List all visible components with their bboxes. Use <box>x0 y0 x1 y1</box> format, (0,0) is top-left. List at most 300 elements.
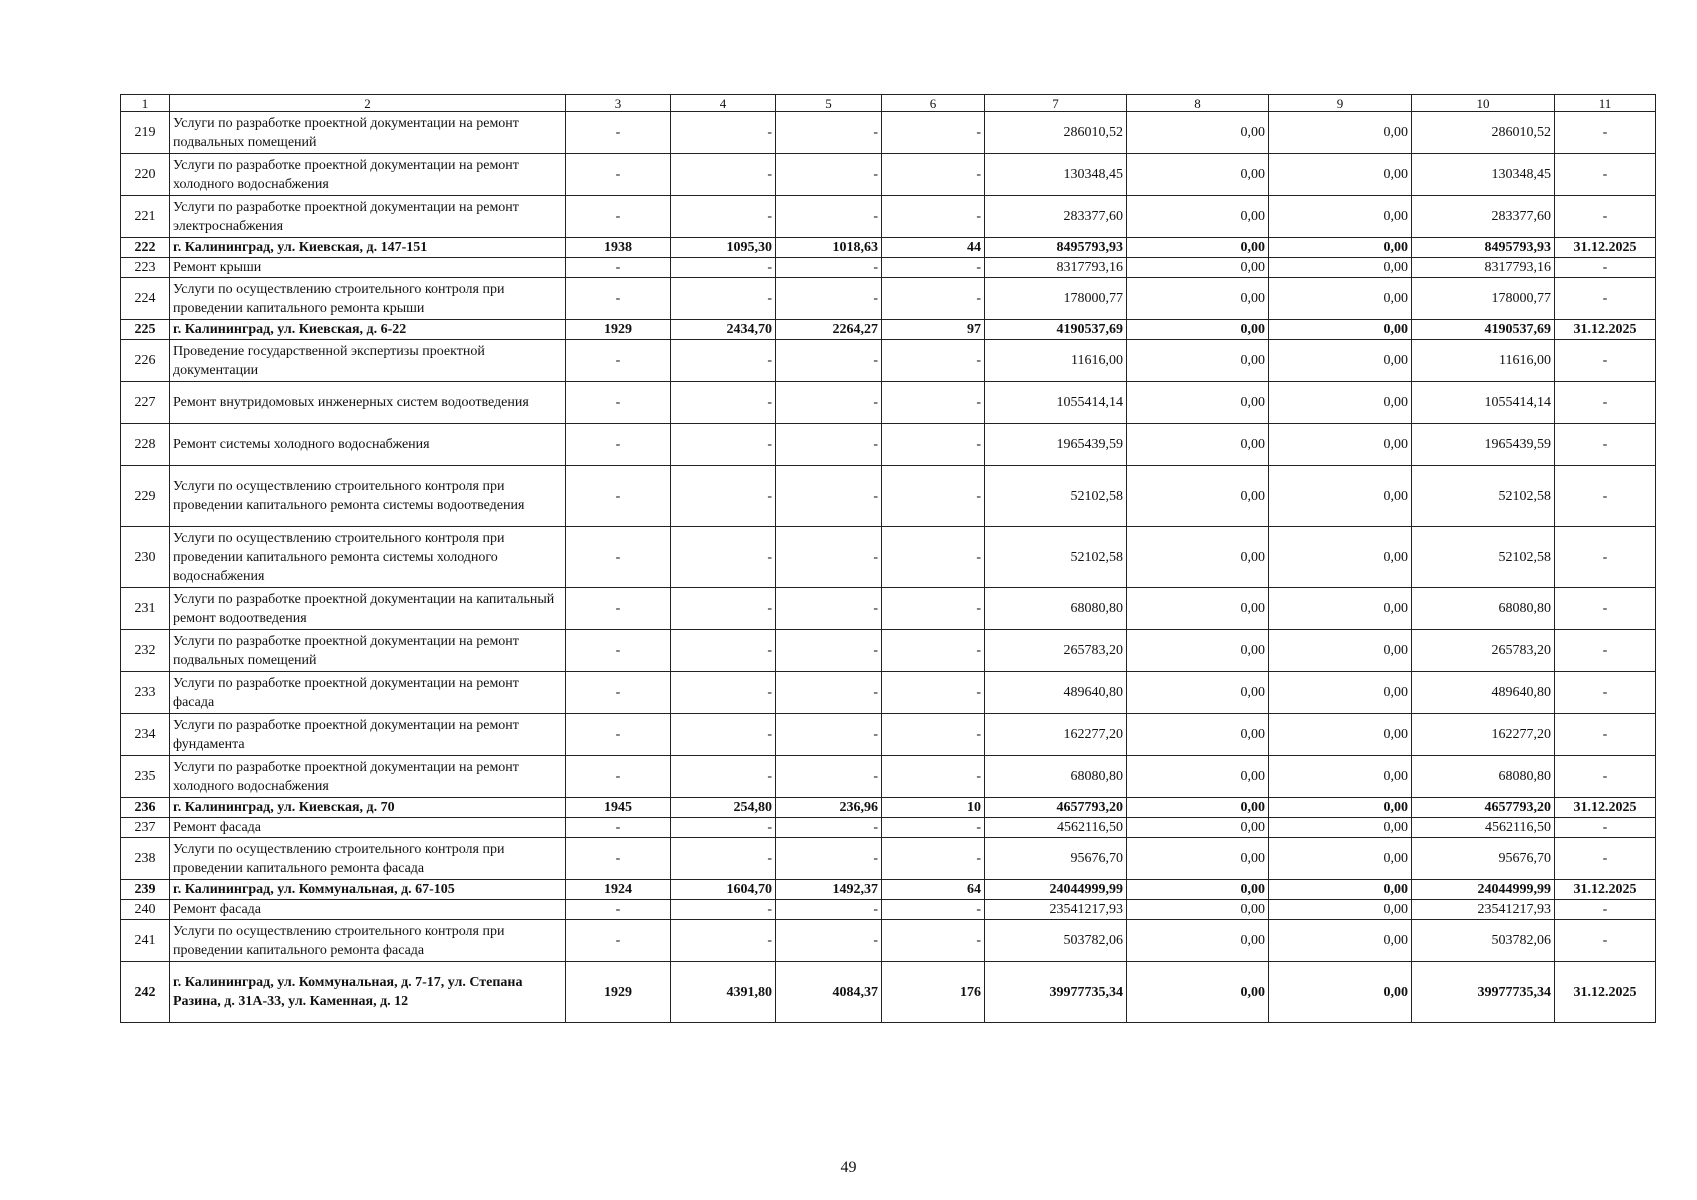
total-area-cell: - <box>671 838 776 880</box>
completion-date-cell: - <box>1555 278 1656 320</box>
regional-funds-cell: 0,00 <box>1269 962 1412 1023</box>
owner-funds-cell: 24044999,99 <box>1412 880 1555 900</box>
owner-funds-cell: 68080,80 <box>1412 588 1555 630</box>
regional-funds-cell: 0,00 <box>1269 588 1412 630</box>
completion-date-cell: 31.12.2025 <box>1555 962 1656 1023</box>
regional-funds-cell: 0,00 <box>1269 920 1412 962</box>
row-number-cell: 239 <box>121 880 170 900</box>
year-built-cell: - <box>566 258 671 278</box>
living-area-cell: - <box>776 527 882 588</box>
completion-date-cell: 31.12.2025 <box>1555 798 1656 818</box>
header-cell: 6 <box>882 95 985 112</box>
federal-funds-cell: 0,00 <box>1127 798 1269 818</box>
work-name-cell: г. Калининград, ул. Коммунальная, д. 67-105 <box>170 880 566 900</box>
completion-date-cell: - <box>1555 258 1656 278</box>
regional-funds-cell: 0,00 <box>1269 258 1412 278</box>
year-built-cell: 1938 <box>566 238 671 258</box>
living-area-cell: - <box>776 838 882 880</box>
total-area-cell: - <box>671 278 776 320</box>
header-cell: 8 <box>1127 95 1269 112</box>
year-built-cell: - <box>566 112 671 154</box>
row-number-cell: 224 <box>121 278 170 320</box>
owner-funds-cell: 8495793,93 <box>1412 238 1555 258</box>
living-area-cell: - <box>776 818 882 838</box>
owner-funds-cell: 52102,58 <box>1412 466 1555 527</box>
total-area-cell: - <box>671 527 776 588</box>
year-built-cell: - <box>566 466 671 527</box>
federal-funds-cell: 0,00 <box>1127 424 1269 466</box>
living-area-cell: - <box>776 630 882 672</box>
completion-date-cell: - <box>1555 196 1656 238</box>
federal-funds-cell: 0,00 <box>1127 630 1269 672</box>
total-area-cell: 2434,70 <box>671 320 776 340</box>
regional-funds-cell: 0,00 <box>1269 818 1412 838</box>
residents-cell: - <box>882 424 985 466</box>
work-name-cell: Услуги по разработке проектной документации на ремонт подвальных помещений <box>170 630 566 672</box>
row-number-cell: 229 <box>121 466 170 527</box>
table-row <box>121 382 1656 424</box>
total-area-cell: - <box>671 818 776 838</box>
regional-funds-cell: 0,00 <box>1269 320 1412 340</box>
total-cost-cell: 162277,20 <box>985 714 1127 756</box>
federal-funds-cell: 0,00 <box>1127 154 1269 196</box>
year-built-cell: - <box>566 424 671 466</box>
regional-funds-cell: 0,00 <box>1269 880 1412 900</box>
living-area-cell: - <box>776 756 882 798</box>
total-area-cell: - <box>671 112 776 154</box>
year-built-cell: - <box>566 818 671 838</box>
year-built-cell: - <box>566 838 671 880</box>
federal-funds-cell: 0,00 <box>1127 920 1269 962</box>
row-number-cell: 225 <box>121 320 170 340</box>
total-area-cell: 1095,30 <box>671 238 776 258</box>
federal-funds-cell: 0,00 <box>1127 588 1269 630</box>
work-name-cell: г. Калининград, ул. Киевская, д. 147-151 <box>170 238 566 258</box>
total-area-cell: - <box>671 258 776 278</box>
work-name-cell: Ремонт фасада <box>170 900 566 920</box>
federal-funds-cell: 0,00 <box>1127 756 1269 798</box>
completion-date-cell: - <box>1555 900 1656 920</box>
table-row <box>121 880 1656 900</box>
completion-date-cell: - <box>1555 424 1656 466</box>
federal-funds-cell: 0,00 <box>1127 382 1269 424</box>
work-name-cell: г. Калининград, ул. Киевская, д. 70 <box>170 798 566 818</box>
works-table <box>120 94 1656 1023</box>
table-row <box>121 798 1656 818</box>
total-area-cell: - <box>671 424 776 466</box>
header-cell: 10 <box>1412 95 1555 112</box>
regional-funds-cell: 0,00 <box>1269 340 1412 382</box>
regional-funds-cell: 0,00 <box>1269 112 1412 154</box>
year-built-cell: - <box>566 278 671 320</box>
residents-cell: - <box>882 466 985 527</box>
completion-date-cell: - <box>1555 466 1656 527</box>
total-cost-cell: 95676,70 <box>985 838 1127 880</box>
work-name-cell: Услуги по разработке проектной документации на капитальный ремонт водоотведения <box>170 588 566 630</box>
living-area-cell: - <box>776 900 882 920</box>
total-cost-cell: 23541217,93 <box>985 900 1127 920</box>
owner-funds-cell: 23541217,93 <box>1412 900 1555 920</box>
owner-funds-cell: 286010,52 <box>1412 112 1555 154</box>
table-row <box>121 466 1656 527</box>
table-row <box>121 196 1656 238</box>
completion-date-cell: - <box>1555 154 1656 196</box>
work-name-cell: Услуги по разработке проектной документации на ремонт подвальных помещений <box>170 112 566 154</box>
table-row <box>121 756 1656 798</box>
owner-funds-cell: 4657793,20 <box>1412 798 1555 818</box>
living-area-cell: 1018,63 <box>776 238 882 258</box>
table-row <box>121 900 1656 920</box>
total-cost-cell: 489640,80 <box>985 672 1127 714</box>
completion-date-cell: - <box>1555 630 1656 672</box>
total-cost-cell: 52102,58 <box>985 527 1127 588</box>
completion-date-cell: - <box>1555 382 1656 424</box>
table-row <box>121 320 1656 340</box>
living-area-cell: - <box>776 714 882 756</box>
completion-date-cell: - <box>1555 527 1656 588</box>
work-name-cell: Ремонт внутридомовых инженерных систем водоотведения <box>170 382 566 424</box>
table-row <box>121 258 1656 278</box>
regional-funds-cell: 0,00 <box>1269 714 1412 756</box>
year-built-cell: - <box>566 672 671 714</box>
living-area-cell: - <box>776 340 882 382</box>
total-cost-cell: 68080,80 <box>985 756 1127 798</box>
completion-date-cell: - <box>1555 756 1656 798</box>
regional-funds-cell: 0,00 <box>1269 527 1412 588</box>
header-cell: 1 <box>121 95 170 112</box>
residents-cell: - <box>882 527 985 588</box>
work-name-cell: Услуги по осуществлению строительного контроля при проведении капитального ремонта системы холодного водоснабжения <box>170 527 566 588</box>
total-cost-cell: 265783,20 <box>985 630 1127 672</box>
owner-funds-cell: 1055414,14 <box>1412 382 1555 424</box>
owner-funds-cell: 489640,80 <box>1412 672 1555 714</box>
year-built-cell: - <box>566 900 671 920</box>
regional-funds-cell: 0,00 <box>1269 900 1412 920</box>
table-row <box>121 588 1656 630</box>
table-row <box>121 527 1656 588</box>
residents-cell: - <box>882 818 985 838</box>
federal-funds-cell: 0,00 <box>1127 672 1269 714</box>
completion-date-cell: - <box>1555 920 1656 962</box>
year-built-cell: - <box>566 714 671 756</box>
residents-cell: 44 <box>882 238 985 258</box>
total-cost-cell: 52102,58 <box>985 466 1127 527</box>
work-name-cell: Ремонт фасада <box>170 818 566 838</box>
owner-funds-cell: 11616,00 <box>1412 340 1555 382</box>
owner-funds-cell: 283377,60 <box>1412 196 1555 238</box>
work-name-cell: г. Калининград, ул. Коммунальная, д. 7-17, ул. Степана Разина, д. 31А-33, ул. Каменная, д. 12 <box>170 962 566 1023</box>
table-row <box>121 278 1656 320</box>
total-cost-cell: 4562116,50 <box>985 818 1127 838</box>
federal-funds-cell: 0,00 <box>1127 196 1269 238</box>
total-area-cell: 254,80 <box>671 798 776 818</box>
year-built-cell: 1929 <box>566 320 671 340</box>
residents-cell: - <box>882 920 985 962</box>
living-area-cell: - <box>776 424 882 466</box>
work-name-cell: Проведение государственной экспертизы проектной документации <box>170 340 566 382</box>
regional-funds-cell: 0,00 <box>1269 278 1412 320</box>
regional-funds-cell: 0,00 <box>1269 424 1412 466</box>
year-built-cell: - <box>566 527 671 588</box>
residents-cell: - <box>882 340 985 382</box>
year-built-cell: 1945 <box>566 798 671 818</box>
regional-funds-cell: 0,00 <box>1269 382 1412 424</box>
header-cell: 11 <box>1555 95 1656 112</box>
work-name-cell: Услуги по осуществлению строительного контроля при проведении капитального ремонта фасада <box>170 838 566 880</box>
row-number-cell: 237 <box>121 818 170 838</box>
federal-funds-cell: 0,00 <box>1127 238 1269 258</box>
federal-funds-cell: 0,00 <box>1127 838 1269 880</box>
work-name-cell: Услуги по разработке проектной документации на ремонт холодного водоснабжения <box>170 154 566 196</box>
total-area-cell: - <box>671 588 776 630</box>
federal-funds-cell: 0,00 <box>1127 527 1269 588</box>
residents-cell: - <box>882 756 985 798</box>
total-area-cell: - <box>671 196 776 238</box>
total-area-cell: 1604,70 <box>671 880 776 900</box>
living-area-cell: - <box>776 672 882 714</box>
header-cell: 3 <box>566 95 671 112</box>
work-name-cell: Услуги по осуществлению строительного контроля при проведении капитального ремонта крыши <box>170 278 566 320</box>
regional-funds-cell: 0,00 <box>1269 672 1412 714</box>
table-row <box>121 238 1656 258</box>
total-area-cell: - <box>671 630 776 672</box>
federal-funds-cell: 0,00 <box>1127 962 1269 1023</box>
work-name-cell: Ремонт системы холодного водоснабжения <box>170 424 566 466</box>
table-row <box>121 838 1656 880</box>
completion-date-cell: 31.12.2025 <box>1555 880 1656 900</box>
year-built-cell: 1924 <box>566 880 671 900</box>
header-cell: 7 <box>985 95 1127 112</box>
row-number-cell: 220 <box>121 154 170 196</box>
residents-cell: - <box>882 588 985 630</box>
table-row <box>121 154 1656 196</box>
federal-funds-cell: 0,00 <box>1127 818 1269 838</box>
total-cost-cell: 4657793,20 <box>985 798 1127 818</box>
row-number-cell: 232 <box>121 630 170 672</box>
owner-funds-cell: 4562116,50 <box>1412 818 1555 838</box>
residents-cell: 64 <box>882 880 985 900</box>
work-name-cell: г. Калининград, ул. Киевская, д. 6-22 <box>170 320 566 340</box>
owner-funds-cell: 4190537,69 <box>1412 320 1555 340</box>
living-area-cell: - <box>776 258 882 278</box>
residents-cell: - <box>882 278 985 320</box>
work-name-cell: Услуги по разработке проектной документации на ремонт электроснабжения <box>170 196 566 238</box>
year-built-cell: - <box>566 340 671 382</box>
federal-funds-cell: 0,00 <box>1127 112 1269 154</box>
table-row <box>121 672 1656 714</box>
total-cost-cell: 286010,52 <box>985 112 1127 154</box>
residents-cell: - <box>882 112 985 154</box>
owner-funds-cell: 503782,06 <box>1412 920 1555 962</box>
regional-funds-cell: 0,00 <box>1269 798 1412 818</box>
row-number-cell: 226 <box>121 340 170 382</box>
table-row <box>121 112 1656 154</box>
total-area-cell: - <box>671 900 776 920</box>
total-cost-cell: 8495793,93 <box>985 238 1127 258</box>
residents-cell: - <box>882 154 985 196</box>
federal-funds-cell: 0,00 <box>1127 714 1269 756</box>
completion-date-cell: - <box>1555 818 1656 838</box>
total-area-cell: - <box>671 382 776 424</box>
residents-cell: - <box>882 258 985 278</box>
table-row <box>121 962 1656 1023</box>
header-cell: 5 <box>776 95 882 112</box>
residents-cell: - <box>882 714 985 756</box>
total-cost-cell: 4190537,69 <box>985 320 1127 340</box>
owner-funds-cell: 39977735,34 <box>1412 962 1555 1023</box>
total-cost-cell: 283377,60 <box>985 196 1127 238</box>
total-cost-cell: 1965439,59 <box>985 424 1127 466</box>
year-built-cell: - <box>566 154 671 196</box>
residents-cell: 10 <box>882 798 985 818</box>
federal-funds-cell: 0,00 <box>1127 278 1269 320</box>
total-cost-cell: 11616,00 <box>985 340 1127 382</box>
table-row <box>121 340 1656 382</box>
year-built-cell: - <box>566 756 671 798</box>
owner-funds-cell: 8317793,16 <box>1412 258 1555 278</box>
work-name-cell: Услуги по осуществлению строительного контроля при проведении капитального ремонта фасада <box>170 920 566 962</box>
work-name-cell: Услуги по разработке проектной документации на ремонт фасада <box>170 672 566 714</box>
year-built-cell: - <box>566 382 671 424</box>
federal-funds-cell: 0,00 <box>1127 880 1269 900</box>
row-number-cell: 240 <box>121 900 170 920</box>
total-cost-cell: 39977735,34 <box>985 962 1127 1023</box>
header-cell: 9 <box>1269 95 1412 112</box>
regional-funds-cell: 0,00 <box>1269 154 1412 196</box>
residents-cell: - <box>882 630 985 672</box>
total-area-cell: - <box>671 672 776 714</box>
total-cost-cell: 68080,80 <box>985 588 1127 630</box>
total-cost-cell: 130348,45 <box>985 154 1127 196</box>
row-number-cell: 219 <box>121 112 170 154</box>
completion-date-cell: - <box>1555 838 1656 880</box>
table-body <box>121 95 1656 1023</box>
work-name-cell: Услуги по разработке проектной документации на ремонт фундамента <box>170 714 566 756</box>
column-number-header <box>121 95 1656 112</box>
row-number-cell: 233 <box>121 672 170 714</box>
living-area-cell: 236,96 <box>776 798 882 818</box>
regional-funds-cell: 0,00 <box>1269 838 1412 880</box>
total-area-cell: - <box>671 154 776 196</box>
row-number-cell: 231 <box>121 588 170 630</box>
total-cost-cell: 503782,06 <box>985 920 1127 962</box>
residents-cell: - <box>882 838 985 880</box>
federal-funds-cell: 0,00 <box>1127 320 1269 340</box>
federal-funds-cell: 0,00 <box>1127 340 1269 382</box>
row-number-cell: 221 <box>121 196 170 238</box>
owner-funds-cell: 95676,70 <box>1412 838 1555 880</box>
residents-cell: - <box>882 672 985 714</box>
living-area-cell: 2264,27 <box>776 320 882 340</box>
owner-funds-cell: 162277,20 <box>1412 714 1555 756</box>
year-built-cell: - <box>566 630 671 672</box>
total-cost-cell: 178000,77 <box>985 278 1127 320</box>
table-row <box>121 424 1656 466</box>
owner-funds-cell: 178000,77 <box>1412 278 1555 320</box>
residents-cell: 97 <box>882 320 985 340</box>
regional-funds-cell: 0,00 <box>1269 630 1412 672</box>
year-built-cell: - <box>566 588 671 630</box>
residents-cell: - <box>882 382 985 424</box>
completion-date-cell: 31.12.2025 <box>1555 238 1656 258</box>
residents-cell: - <box>882 900 985 920</box>
completion-date-cell: - <box>1555 588 1656 630</box>
header-cell: 4 <box>671 95 776 112</box>
total-area-cell: - <box>671 714 776 756</box>
owner-funds-cell: 68080,80 <box>1412 756 1555 798</box>
living-area-cell: - <box>776 154 882 196</box>
owner-funds-cell: 265783,20 <box>1412 630 1555 672</box>
row-number-cell: 238 <box>121 838 170 880</box>
federal-funds-cell: 0,00 <box>1127 466 1269 527</box>
living-area-cell: - <box>776 588 882 630</box>
total-cost-cell: 1055414,14 <box>985 382 1127 424</box>
regional-funds-cell: 0,00 <box>1269 466 1412 527</box>
header-cell: 2 <box>170 95 566 112</box>
page-number: 49 <box>840 1159 857 1176</box>
year-built-cell: - <box>566 196 671 238</box>
living-area-cell: 4084,37 <box>776 962 882 1023</box>
completion-date-cell: 31.12.2025 <box>1555 320 1656 340</box>
regional-funds-cell: 0,00 <box>1269 238 1412 258</box>
residents-cell: 176 <box>882 962 985 1023</box>
row-number-cell: 223 <box>121 258 170 278</box>
federal-funds-cell: 0,00 <box>1127 900 1269 920</box>
completion-date-cell: - <box>1555 714 1656 756</box>
living-area-cell: - <box>776 382 882 424</box>
residents-cell: - <box>882 196 985 238</box>
total-area-cell: 4391,80 <box>671 962 776 1023</box>
living-area-cell: 1492,37 <box>776 880 882 900</box>
row-number-cell: 236 <box>121 798 170 818</box>
completion-date-cell: - <box>1555 112 1656 154</box>
living-area-cell: - <box>776 466 882 527</box>
table-row <box>121 920 1656 962</box>
living-area-cell: - <box>776 196 882 238</box>
row-number-cell: 222 <box>121 238 170 258</box>
total-area-cell: - <box>671 756 776 798</box>
row-number-cell: 230 <box>121 527 170 588</box>
living-area-cell: - <box>776 920 882 962</box>
row-number-cell: 227 <box>121 382 170 424</box>
owner-funds-cell: 130348,45 <box>1412 154 1555 196</box>
table-row <box>121 818 1656 838</box>
work-name-cell: Услуги по осуществлению строительного контроля при проведении капитального ремонта системы водоотведения <box>170 466 566 527</box>
year-built-cell: 1929 <box>566 962 671 1023</box>
completion-date-cell: - <box>1555 672 1656 714</box>
living-area-cell: - <box>776 112 882 154</box>
row-number-cell: 242 <box>121 962 170 1023</box>
work-name-cell: Услуги по разработке проектной документации на ремонт холодного водоснабжения <box>170 756 566 798</box>
owner-funds-cell: 52102,58 <box>1412 527 1555 588</box>
regional-funds-cell: 0,00 <box>1269 196 1412 238</box>
table-row <box>121 630 1656 672</box>
total-area-cell: - <box>671 920 776 962</box>
completion-date-cell: - <box>1555 340 1656 382</box>
row-number-cell: 234 <box>121 714 170 756</box>
total-cost-cell: 24044999,99 <box>985 880 1127 900</box>
year-built-cell: - <box>566 920 671 962</box>
total-area-cell: - <box>671 466 776 527</box>
row-number-cell: 228 <box>121 424 170 466</box>
row-number-cell: 241 <box>121 920 170 962</box>
federal-funds-cell: 0,00 <box>1127 258 1269 278</box>
work-name-cell: Ремонт крыши <box>170 258 566 278</box>
row-number-cell: 235 <box>121 756 170 798</box>
regional-funds-cell: 0,00 <box>1269 756 1412 798</box>
total-cost-cell: 8317793,16 <box>985 258 1127 278</box>
living-area-cell: - <box>776 278 882 320</box>
